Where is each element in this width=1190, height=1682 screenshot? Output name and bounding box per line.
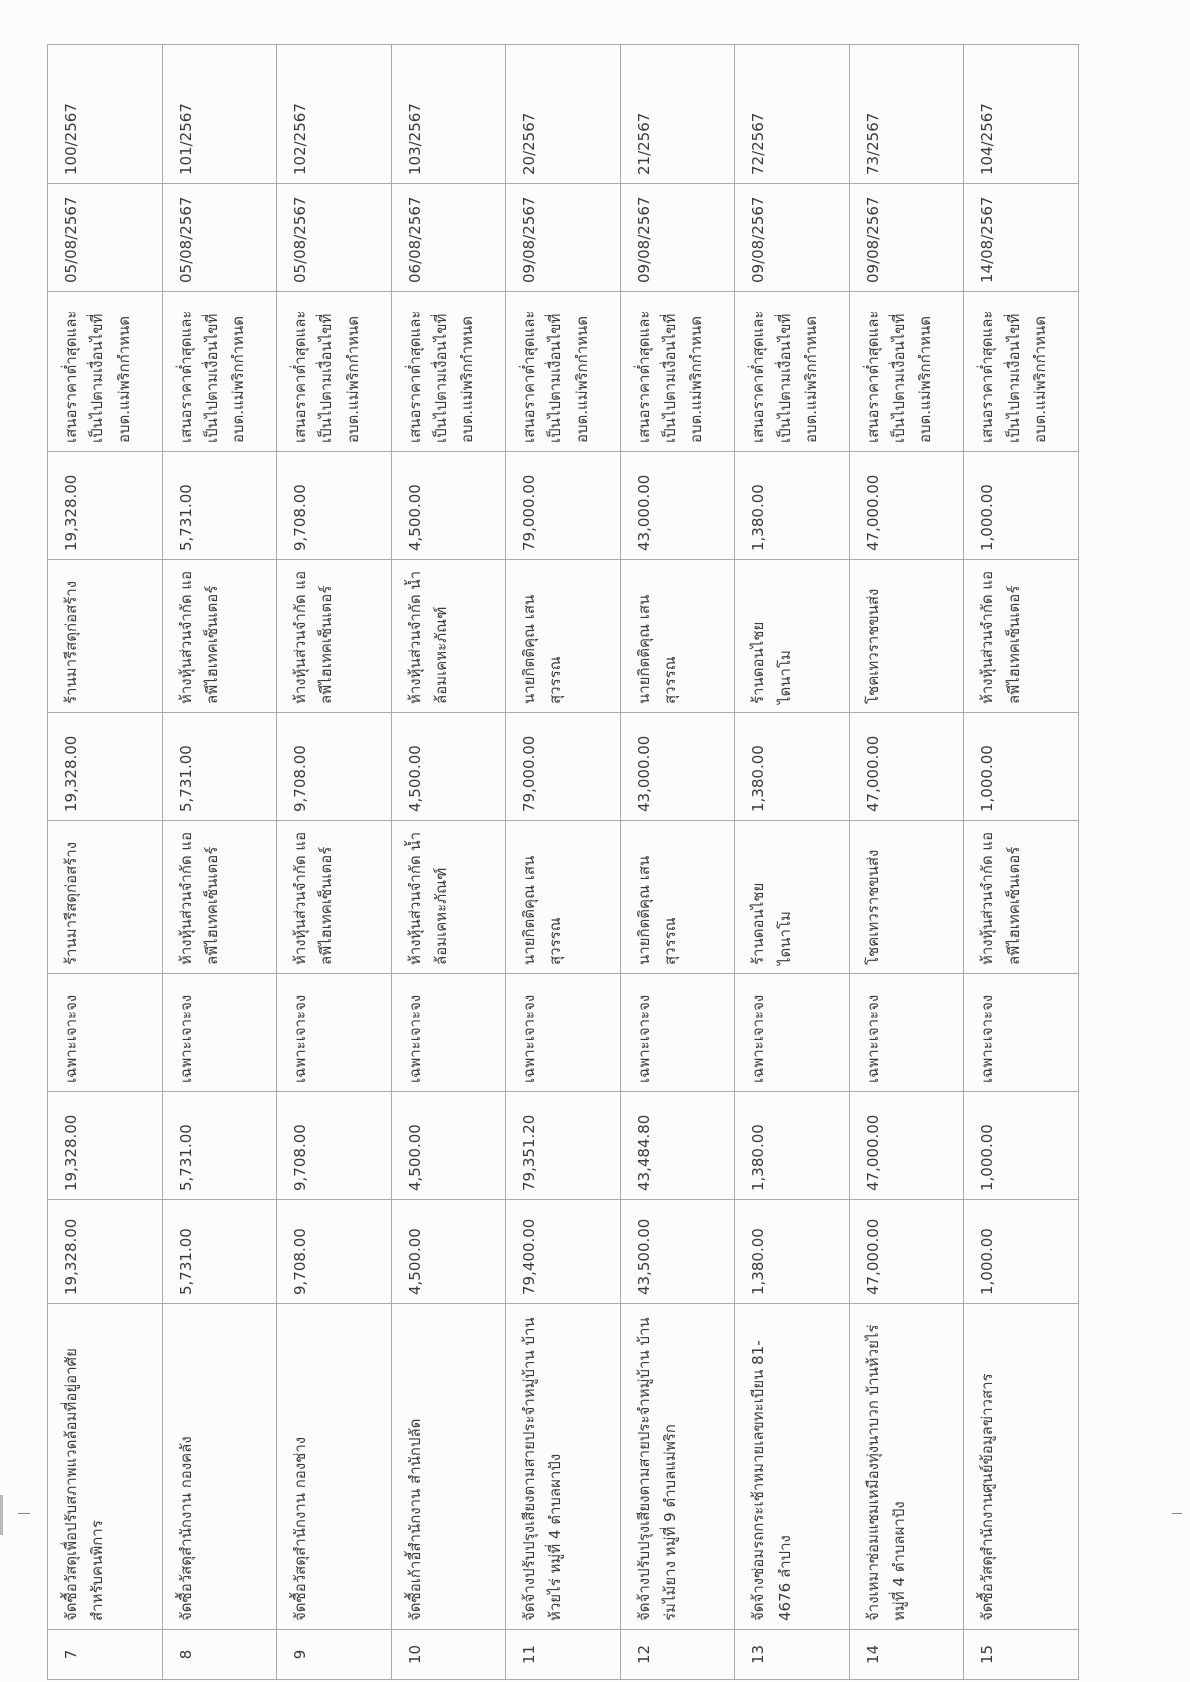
median-price-cell: 5,731.00 bbox=[162, 1092, 277, 1200]
contract-number-cell: 102/2567 bbox=[277, 45, 392, 184]
table-row bbox=[391, 45, 506, 1680]
contract-date-cell: 14/08/2567 bbox=[964, 184, 1079, 292]
item-description-cell: จ้างเหมาซ่อมแซมเหมืองทุ่งนาบวก บ้านห้วยไร่ หมู่ที่ 4 ตำบลผาปัง bbox=[849, 1304, 964, 1630]
budget-amount-cell: 1,380.00 bbox=[735, 1200, 850, 1304]
row-number-cell: 11 bbox=[506, 1630, 621, 1680]
selection-reason-cell: เสนอราคาต่ำสุดและเป็นไปตามเงื่อนไขที่ อบต.แม่พริกกำหนด bbox=[849, 292, 964, 452]
budget-amount-cell: 4,500.00 bbox=[391, 1200, 506, 1304]
median-price-cell: 79,351.20 bbox=[506, 1092, 621, 1200]
winner-name-cell: ห้างหุ้นส่วนจำกัด แอลพีไฮเทคเซ็นเตอร์ bbox=[162, 560, 277, 713]
procurement-method-cell: เฉพาะเจาะจง bbox=[735, 974, 850, 1092]
procurement-method-cell: เฉพาะเจาะจง bbox=[964, 974, 1079, 1092]
table-row bbox=[506, 45, 621, 1680]
bid-price-cell: 19,328.00 bbox=[48, 713, 163, 821]
median-price-cell: 1,380.00 bbox=[735, 1092, 850, 1200]
winning-price-cell: 4,500.00 bbox=[391, 452, 506, 560]
table-row bbox=[48, 45, 163, 1680]
table-body bbox=[48, 45, 1079, 1680]
bidder-name-cell: ร้านมารีสดุก่อสร้าง bbox=[48, 821, 163, 974]
budget-amount-cell: 79,400.00 bbox=[506, 1200, 621, 1304]
procurement-table bbox=[47, 44, 1079, 1680]
bidder-name-cell: ร้านดอนไชยไดนาโม bbox=[735, 821, 850, 974]
median-price-cell: 43,484.80 bbox=[620, 1092, 735, 1200]
punch-tick-left bbox=[18, 1513, 30, 1514]
bid-price-cell: 43,000.00 bbox=[620, 713, 735, 821]
contract-number-cell: 104/2567 bbox=[964, 45, 1079, 184]
contract-date-cell: 09/08/2567 bbox=[506, 184, 621, 292]
contract-number-cell: 103/2567 bbox=[391, 45, 506, 184]
contract-date-cell: 09/08/2567 bbox=[620, 184, 735, 292]
item-description-cell: จัดจ้างซ่อมรถกระเช้าหมายเลขทะเบียน 81-4676 ลำปาง bbox=[735, 1304, 850, 1630]
bid-price-cell: 1,380.00 bbox=[735, 713, 850, 821]
winning-price-cell: 47,000.00 bbox=[849, 452, 964, 560]
bidder-name-cell: ห้างหุ้นส่วนจำกัด แอลพีไฮเทคเซ็นเตอร์ bbox=[964, 821, 1079, 974]
contract-date-cell: 05/08/2567 bbox=[162, 184, 277, 292]
contract-number-cell: 20/2567 bbox=[506, 45, 621, 184]
contract-number-cell: 100/2567 bbox=[48, 45, 163, 184]
budget-amount-cell: 47,000.00 bbox=[849, 1200, 964, 1304]
row-number-cell: 13 bbox=[735, 1630, 850, 1680]
bidder-name-cell: นายกิตติคุณ เสนสุวรรณ bbox=[506, 821, 621, 974]
winner-name-cell: ห้างหุ้นส่วนจำกัด น้ำล้อมเคหะภัณฑ์ bbox=[391, 560, 506, 713]
table-row bbox=[735, 45, 850, 1680]
procurement-method-cell: เฉพาะเจาะจง bbox=[48, 974, 163, 1092]
bid-price-cell: 79,000.00 bbox=[506, 713, 621, 821]
winner-name-cell: ห้างหุ้นส่วนจำกัด แอลพีไฮเทคเซ็นเตอร์ bbox=[964, 560, 1079, 713]
row-number-cell: 10 bbox=[391, 1630, 506, 1680]
row-number-cell: 12 bbox=[620, 1630, 735, 1680]
table-row bbox=[849, 45, 964, 1680]
table-row bbox=[620, 45, 735, 1680]
bidder-name-cell: ห้างหุ้นส่วนจำกัด น้ำล้อมเคหะภัณฑ์ bbox=[391, 821, 506, 974]
contract-number-cell: 21/2567 bbox=[620, 45, 735, 184]
median-price-cell: 47,000.00 bbox=[849, 1092, 964, 1200]
contract-number-cell: 101/2567 bbox=[162, 45, 277, 184]
row-number-cell: 9 bbox=[277, 1630, 392, 1680]
winning-price-cell: 1,380.00 bbox=[735, 452, 850, 560]
bid-price-cell: 1,000.00 bbox=[964, 713, 1079, 821]
punch-tick-right bbox=[1172, 1513, 1182, 1514]
binder-edge-mark bbox=[0, 1495, 3, 1535]
median-price-cell: 9,708.00 bbox=[277, 1092, 392, 1200]
bidder-name-cell: โชคเทวราชขนส่ง bbox=[849, 821, 964, 974]
budget-amount-cell: 9,708.00 bbox=[277, 1200, 392, 1304]
table-row bbox=[162, 45, 277, 1680]
procurement-method-cell: เฉพาะเจาะจง bbox=[162, 974, 277, 1092]
selection-reason-cell: เสนอราคาต่ำสุดและเป็นไปตามเงื่อนไขที่ อบต.แม่พริกกำหนด bbox=[964, 292, 1079, 452]
procurement-method-cell: เฉพาะเจาะจง bbox=[506, 974, 621, 1092]
winning-price-cell: 5,731.00 bbox=[162, 452, 277, 560]
item-description-cell: จัดจ้างปรับปรุงเสียงตามสายประจำหมู่บ้าน บ้านร่มไม้ยาง หมู่ที่ 9 ตำบลแม่พริก bbox=[620, 1304, 735, 1630]
row-number-cell: 7 bbox=[48, 1630, 163, 1680]
rotated-table-container bbox=[47, 45, 1079, 1680]
winning-price-cell: 19,328.00 bbox=[48, 452, 163, 560]
median-price-cell: 1,000.00 bbox=[964, 1092, 1079, 1200]
median-price-cell: 19,328.00 bbox=[48, 1092, 163, 1200]
item-description-cell: จัดจ้างปรับปรุงเสียงตามสายประจำหมู่บ้าน บ้านห้วยไร่ หมู่ที่ 4 ตำบลผาปัง bbox=[506, 1304, 621, 1630]
budget-amount-cell: 43,500.00 bbox=[620, 1200, 735, 1304]
procurement-method-cell: เฉพาะเจาะจง bbox=[620, 974, 735, 1092]
budget-amount-cell: 1,000.00 bbox=[964, 1200, 1079, 1304]
item-description-cell: จัดซื้อเก้าอี้สำนักงาน สำนักปลัด bbox=[391, 1304, 506, 1630]
bid-price-cell: 47,000.00 bbox=[849, 713, 964, 821]
procurement-method-cell: เฉพาะเจาะจง bbox=[849, 974, 964, 1092]
row-number-cell: 15 bbox=[964, 1630, 1079, 1680]
budget-amount-cell: 5,731.00 bbox=[162, 1200, 277, 1304]
winner-name-cell: นายกิตติคุณ เสนสุวรรณ bbox=[620, 560, 735, 713]
winner-name-cell: นายกิตติคุณ เสนสุวรรณ bbox=[506, 560, 621, 713]
winning-price-cell: 1,000.00 bbox=[964, 452, 1079, 560]
bidder-name-cell: ห้างหุ้นส่วนจำกัด แอลพีไฮเทคเซ็นเตอร์ bbox=[162, 821, 277, 974]
contract-number-cell: 72/2567 bbox=[735, 45, 850, 184]
winner-name-cell: ร้านดอนไชยไดนาโม bbox=[735, 560, 850, 713]
contract-date-cell: 05/08/2567 bbox=[48, 184, 163, 292]
winning-price-cell: 43,000.00 bbox=[620, 452, 735, 560]
item-description-cell: จัดซื้อวัสดุเพื่อปรับสภาพแวดล้อมที่อยู่อาศัยสำหรับคนพิการ bbox=[48, 1304, 163, 1630]
item-description-cell: จัดซื้อวัสดุสำนักงาน กองช่าง bbox=[277, 1304, 392, 1630]
winner-name-cell: ร้านมารีสดุก่อสร้าง bbox=[48, 560, 163, 713]
budget-amount-cell: 19,328.00 bbox=[48, 1200, 163, 1304]
procurement-method-cell: เฉพาะเจาะจง bbox=[391, 974, 506, 1092]
winner-name-cell: ห้างหุ้นส่วนจำกัด แอลพีไฮเทคเซ็นเตอร์ bbox=[277, 560, 392, 713]
selection-reason-cell: เสนอราคาต่ำสุดและเป็นไปตามเงื่อนไขที่ อบต.แม่พริกกำหนด bbox=[391, 292, 506, 452]
contract-date-cell: 05/08/2567 bbox=[277, 184, 392, 292]
selection-reason-cell: เสนอราคาต่ำสุดและเป็นไปตามเงื่อนไขที่ อบต.แม่พริกกำหนด bbox=[48, 292, 163, 452]
contract-date-cell: 09/08/2567 bbox=[735, 184, 850, 292]
row-number-cell: 14 bbox=[849, 1630, 964, 1680]
item-description-cell: จัดซื้อวัสดุสำนักงานศูนย์ข้อมูลข่าวสาร bbox=[964, 1304, 1079, 1630]
selection-reason-cell: เสนอราคาต่ำสุดและเป็นไปตามเงื่อนไขที่ อบต.แม่พริกกำหนด bbox=[277, 292, 392, 452]
winner-name-cell: โชคเทวราชขนส่ง bbox=[849, 560, 964, 713]
winning-price-cell: 79,000.00 bbox=[506, 452, 621, 560]
selection-reason-cell: เสนอราคาต่ำสุดและเป็นไปตามเงื่อนไขที่ อบต.แม่พริกกำหนด bbox=[162, 292, 277, 452]
contract-number-cell: 73/2567 bbox=[849, 45, 964, 184]
bidder-name-cell: นายกิตติคุณ เสนสุวรรณ bbox=[620, 821, 735, 974]
selection-reason-cell: เสนอราคาต่ำสุดและเป็นไปตามเงื่อนไขที่ อบต.แม่พริกกำหนด bbox=[735, 292, 850, 452]
bid-price-cell: 4,500.00 bbox=[391, 713, 506, 821]
selection-reason-cell: เสนอราคาต่ำสุดและเป็นไปตามเงื่อนไขที่ อบต.แม่พริกกำหนด bbox=[620, 292, 735, 452]
bidder-name-cell: ห้างหุ้นส่วนจำกัด แอลพีไฮเทคเซ็นเตอร์ bbox=[277, 821, 392, 974]
selection-reason-cell: เสนอราคาต่ำสุดและเป็นไปตามเงื่อนไขที่ อบต.แม่พริกกำหนด bbox=[506, 292, 621, 452]
contract-date-cell: 06/08/2567 bbox=[391, 184, 506, 292]
table-row bbox=[277, 45, 392, 1680]
table-row bbox=[964, 45, 1079, 1680]
procurement-method-cell: เฉพาะเจาะจง bbox=[277, 974, 392, 1092]
winning-price-cell: 9,708.00 bbox=[277, 452, 392, 560]
contract-date-cell: 09/08/2567 bbox=[849, 184, 964, 292]
median-price-cell: 4,500.00 bbox=[391, 1092, 506, 1200]
item-description-cell: จัดซื้อวัสดุสำนักงาน กองคลัง bbox=[162, 1304, 277, 1630]
bid-price-cell: 5,731.00 bbox=[162, 713, 277, 821]
row-number-cell: 8 bbox=[162, 1630, 277, 1680]
bid-price-cell: 9,708.00 bbox=[277, 713, 392, 821]
